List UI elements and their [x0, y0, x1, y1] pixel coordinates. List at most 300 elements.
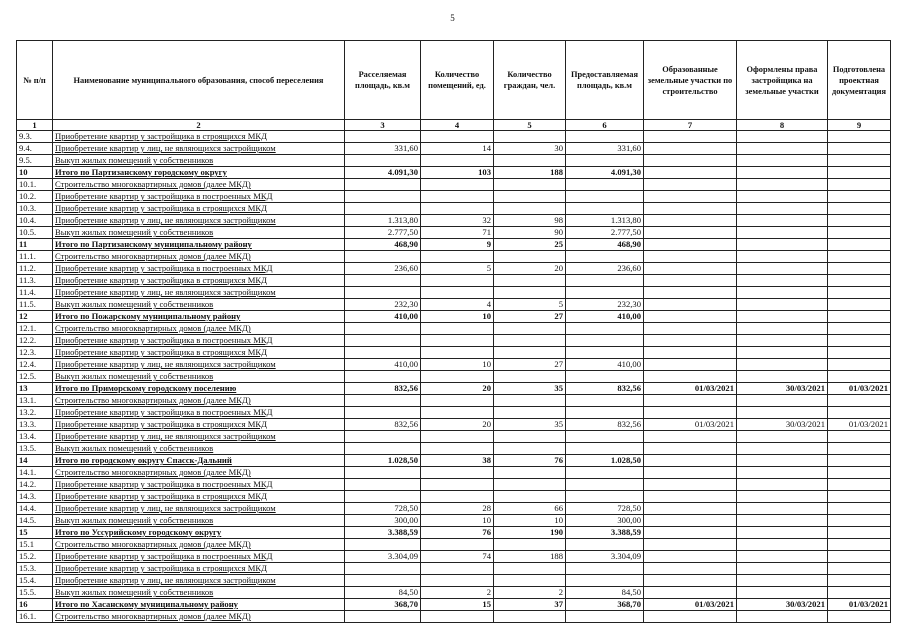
header-cell: Образованные земельные участки по строительство: [644, 41, 737, 120]
rooms-count-cell: [421, 575, 494, 587]
project-docs-date-cell: [828, 167, 891, 179]
provided-area-cell: [566, 539, 644, 551]
row-number-cell: 16: [17, 599, 53, 611]
citizens-count-cell: [494, 251, 566, 263]
rooms-count-cell: [421, 203, 494, 215]
table-row: [17, 371, 891, 383]
rooms-count-cell: 28: [421, 503, 494, 515]
project-docs-date-cell: [828, 203, 891, 215]
project-docs-date-cell: [828, 299, 891, 311]
developer-rights-date-cell: [737, 407, 828, 419]
resettled-area-cell: 331,60: [345, 143, 421, 155]
project-docs-date-cell: [828, 287, 891, 299]
provided-area-cell: 4.091,30: [566, 167, 644, 179]
developer-rights-date-cell: [737, 563, 828, 575]
provided-area-cell: [566, 611, 644, 623]
project-docs-date-cell: [828, 143, 891, 155]
land-plots-date-cell: [644, 359, 737, 371]
row-name-cell: Выкуп жилых помещений у собственников: [53, 227, 345, 239]
resettled-area-cell: [345, 203, 421, 215]
column-number: 5: [494, 120, 566, 131]
row-number-cell: 14.5.: [17, 515, 53, 527]
table-row: [17, 479, 891, 491]
provided-area-cell: 236,60: [566, 263, 644, 275]
rooms-count-cell: 103: [421, 167, 494, 179]
citizens-count-cell: 27: [494, 359, 566, 371]
resettled-area-cell: [345, 491, 421, 503]
land-plots-date-cell: [644, 251, 737, 263]
project-docs-date-cell: [828, 131, 891, 143]
table-body: [17, 120, 891, 623]
row-number-cell: 13.1.: [17, 395, 53, 407]
row-number-cell: 15: [17, 527, 53, 539]
row-name-cell: Приобретение квартир у застройщика в построенных МКД: [53, 479, 345, 491]
citizens-count-cell: [494, 443, 566, 455]
developer-rights-date-cell: [737, 131, 828, 143]
table-row: [17, 587, 891, 599]
resettled-area-cell: [345, 371, 421, 383]
row-name-cell: Приобретение квартир у застройщика в построенных МКД: [53, 335, 345, 347]
table-row: [17, 551, 891, 563]
land-plots-date-cell: [644, 323, 737, 335]
citizens-count-cell: [494, 539, 566, 551]
row-number-cell: 13.3.: [17, 419, 53, 431]
rooms-count-cell: [421, 431, 494, 443]
table-row: [17, 335, 891, 347]
provided-area-cell: [566, 251, 644, 263]
row-number-cell: 11.5.: [17, 299, 53, 311]
project-docs-date-cell: [828, 527, 891, 539]
land-plots-date-cell: [644, 131, 737, 143]
column-number: 1: [17, 120, 53, 131]
developer-rights-date-cell: 30/03/2021: [737, 599, 828, 611]
land-plots-date-cell: [644, 299, 737, 311]
developer-rights-date-cell: [737, 551, 828, 563]
row-name-cell: Приобретение квартир у застройщика в построенных МКД: [53, 407, 345, 419]
row-number-cell: 11.4.: [17, 287, 53, 299]
row-name-cell: Итого по городскому округу Спасск-Дальний: [53, 455, 345, 467]
resettled-area-cell: 232,30: [345, 299, 421, 311]
rooms-count-cell: [421, 191, 494, 203]
provided-area-cell: 1.313,80: [566, 215, 644, 227]
project-docs-date-cell: [828, 323, 891, 335]
column-number: 3: [345, 120, 421, 131]
rooms-count-cell: [421, 371, 494, 383]
row-number-cell: 10.3.: [17, 203, 53, 215]
resettled-area-cell: 1.313,80: [345, 215, 421, 227]
provided-area-cell: [566, 431, 644, 443]
project-docs-date-cell: [828, 311, 891, 323]
provided-area-cell: 832,56: [566, 383, 644, 395]
land-plots-date-cell: [644, 503, 737, 515]
citizens-count-cell: [494, 179, 566, 191]
provided-area-cell: 410,00: [566, 311, 644, 323]
rooms-count-cell: 15: [421, 599, 494, 611]
row-name-cell: Приобретение квартир у застройщика в строящихся МКД: [53, 347, 345, 359]
table-row: [17, 299, 891, 311]
land-plots-date-cell: [644, 551, 737, 563]
land-plots-date-cell: [644, 575, 737, 587]
developer-rights-date-cell: [737, 371, 828, 383]
project-docs-date-cell: [828, 491, 891, 503]
rooms-count-cell: [421, 251, 494, 263]
land-plots-date-cell: [644, 587, 737, 599]
resettled-area-cell: [345, 407, 421, 419]
land-plots-date-cell: [644, 275, 737, 287]
row-number-cell: 10.1.: [17, 179, 53, 191]
provided-area-cell: 1.028,50: [566, 455, 644, 467]
rooms-count-cell: [421, 395, 494, 407]
developer-rights-date-cell: [737, 515, 828, 527]
citizens-count-cell: [494, 371, 566, 383]
table-row: [17, 419, 891, 431]
developer-rights-date-cell: [737, 467, 828, 479]
project-docs-date-cell: [828, 155, 891, 167]
land-plots-date-cell: [644, 191, 737, 203]
developer-rights-date-cell: [737, 323, 828, 335]
row-name-cell: Приобретение квартир у лиц, не являющихся застройщиком: [53, 503, 345, 515]
developer-rights-date-cell: 30/03/2021: [737, 383, 828, 395]
developer-rights-date-cell: [737, 227, 828, 239]
project-docs-date-cell: [828, 395, 891, 407]
total-row: [17, 455, 891, 467]
citizens-count-cell: [494, 347, 566, 359]
table-row: [17, 491, 891, 503]
project-docs-date-cell: 01/03/2021: [828, 599, 891, 611]
resettled-area-cell: [345, 275, 421, 287]
project-docs-date-cell: [828, 191, 891, 203]
table-row: [17, 263, 891, 275]
developer-rights-date-cell: [737, 503, 828, 515]
total-row: [17, 383, 891, 395]
resettled-area-cell: 236,60: [345, 263, 421, 275]
provided-area-cell: 3.304,09: [566, 551, 644, 563]
land-plots-date-cell: [644, 395, 737, 407]
land-plots-date-cell: [644, 203, 737, 215]
developer-rights-date-cell: [737, 443, 828, 455]
rooms-count-cell: [421, 467, 494, 479]
resettled-area-cell: 1.028,50: [345, 455, 421, 467]
citizens-count-cell: 190: [494, 527, 566, 539]
column-number: 8: [737, 120, 828, 131]
row-name-cell: Выкуп жилых помещений у собственников: [53, 587, 345, 599]
row-name-cell: Строительство многоквартирных домов (далее МКД): [53, 179, 345, 191]
provided-area-cell: 331,60: [566, 143, 644, 155]
project-docs-date-cell: [828, 515, 891, 527]
land-plots-date-cell: [644, 431, 737, 443]
table-row: [17, 287, 891, 299]
resettled-area-cell: [345, 563, 421, 575]
developer-rights-date-cell: [737, 611, 828, 623]
rooms-count-cell: [421, 287, 494, 299]
project-docs-date-cell: [828, 263, 891, 275]
land-plots-date-cell: [644, 515, 737, 527]
row-number-cell: 11.1.: [17, 251, 53, 263]
developer-rights-date-cell: [737, 335, 828, 347]
header-cell: Наименование муниципального образования, способ переселения: [53, 41, 345, 120]
developer-rights-date-cell: [737, 215, 828, 227]
row-number-cell: 13.5.: [17, 443, 53, 455]
provided-area-cell: [566, 443, 644, 455]
provided-area-cell: 832,56: [566, 419, 644, 431]
project-docs-date-cell: [828, 347, 891, 359]
resettled-area-cell: 468,90: [345, 239, 421, 251]
project-docs-date-cell: [828, 443, 891, 455]
resettled-area-cell: [345, 131, 421, 143]
row-number-cell: 10.2.: [17, 191, 53, 203]
row-name-cell: Приобретение квартир у лиц, не являющихся застройщиком: [53, 215, 345, 227]
resettled-area-cell: [345, 335, 421, 347]
rooms-count-cell: [421, 275, 494, 287]
rooms-count-cell: 20: [421, 419, 494, 431]
citizens-count-cell: 20: [494, 263, 566, 275]
rooms-count-cell: [421, 131, 494, 143]
land-plots-date-cell: [644, 455, 737, 467]
table-row: [17, 515, 891, 527]
column-number: 4: [421, 120, 494, 131]
citizens-count-cell: [494, 203, 566, 215]
row-name-cell: Строительство многоквартирных домов (далее МКД): [53, 467, 345, 479]
row-number-cell: 15.5.: [17, 587, 53, 599]
rooms-count-cell: [421, 539, 494, 551]
provided-area-cell: [566, 395, 644, 407]
rooms-count-cell: 76: [421, 527, 494, 539]
row-name-cell: Приобретение квартир у застройщика в строящихся МКД: [53, 131, 345, 143]
land-plots-date-cell: [644, 407, 737, 419]
table-row: [17, 275, 891, 287]
provided-area-cell: [566, 335, 644, 347]
rooms-count-cell: 5: [421, 263, 494, 275]
row-number-cell: 11.2.: [17, 263, 53, 275]
land-plots-date-cell: [644, 347, 737, 359]
row-name-cell: Приобретение квартир у застройщика в построенных МКД: [53, 551, 345, 563]
land-plots-date-cell: [644, 143, 737, 155]
provided-area-cell: 232,30: [566, 299, 644, 311]
project-docs-date-cell: [828, 251, 891, 263]
row-number-cell: 10.5.: [17, 227, 53, 239]
citizens-count-cell: 35: [494, 383, 566, 395]
developer-rights-date-cell: [737, 527, 828, 539]
developer-rights-date-cell: [737, 395, 828, 407]
citizens-count-cell: 188: [494, 551, 566, 563]
land-plots-date-cell: [644, 443, 737, 455]
resettled-area-cell: [345, 611, 421, 623]
row-number-cell: 15.1: [17, 539, 53, 551]
provided-area-cell: [566, 191, 644, 203]
table-row: [17, 467, 891, 479]
total-row: [17, 167, 891, 179]
resettled-area-cell: 3.388,59: [345, 527, 421, 539]
row-name-cell: Приобретение квартир у застройщика в строящихся МКД: [53, 563, 345, 575]
rooms-count-cell: 14: [421, 143, 494, 155]
land-plots-date-cell: [644, 167, 737, 179]
citizens-count-cell: [494, 275, 566, 287]
table-row: [17, 503, 891, 515]
row-number-cell: 14: [17, 455, 53, 467]
table-row: [17, 431, 891, 443]
developer-rights-date-cell: [737, 455, 828, 467]
project-docs-date-cell: [828, 275, 891, 287]
header-cell: Расселяемая площадь, кв.м: [345, 41, 421, 120]
land-plots-date-cell: [644, 239, 737, 251]
provided-area-cell: [566, 407, 644, 419]
citizens-count-cell: 66: [494, 503, 566, 515]
row-name-cell: Выкуп жилых помещений у собственников: [53, 443, 345, 455]
resettled-area-cell: 410,00: [345, 359, 421, 371]
citizens-count-cell: 76: [494, 455, 566, 467]
rooms-count-cell: 4: [421, 299, 494, 311]
rooms-count-cell: [421, 323, 494, 335]
row-name-cell: Итого по Партизанскому городскому округу: [53, 167, 345, 179]
land-plots-date-cell: [644, 263, 737, 275]
project-docs-date-cell: [828, 371, 891, 383]
row-name-cell: Строительство многоквартирных домов (далее МКД): [53, 539, 345, 551]
row-number-cell: 12.5.: [17, 371, 53, 383]
citizens-count-cell: 27: [494, 311, 566, 323]
rooms-count-cell: 32: [421, 215, 494, 227]
table-row: [17, 251, 891, 263]
project-docs-date-cell: [828, 467, 891, 479]
resettled-area-cell: [345, 347, 421, 359]
citizens-count-cell: [494, 131, 566, 143]
row-name-cell: Итого по Хасанскому муниципальному району: [53, 599, 345, 611]
provided-area-cell: [566, 323, 644, 335]
provided-area-cell: 368,70: [566, 599, 644, 611]
developer-rights-date-cell: [737, 155, 828, 167]
project-docs-date-cell: [828, 179, 891, 191]
row-number-cell: 12.1.: [17, 323, 53, 335]
land-plots-date-cell: [644, 371, 737, 383]
citizens-count-cell: [494, 611, 566, 623]
developer-rights-date-cell: 30/03/2021: [737, 419, 828, 431]
row-name-cell: Выкуп жилых помещений у собственников: [53, 371, 345, 383]
citizens-count-cell: 35: [494, 419, 566, 431]
row-number-cell: 10.4.: [17, 215, 53, 227]
table-row: [17, 575, 891, 587]
resettled-area-cell: [345, 155, 421, 167]
rooms-count-cell: [421, 491, 494, 503]
citizens-count-cell: 10: [494, 515, 566, 527]
developer-rights-date-cell: [737, 287, 828, 299]
table-row: [17, 407, 891, 419]
citizens-count-cell: [494, 575, 566, 587]
project-docs-date-cell: [828, 587, 891, 599]
land-plots-date-cell: [644, 527, 737, 539]
provided-area-cell: 3.388,59: [566, 527, 644, 539]
developer-rights-date-cell: [737, 587, 828, 599]
resettled-area-cell: 3.304,09: [345, 551, 421, 563]
resettled-area-cell: 2.777,50: [345, 227, 421, 239]
rooms-count-cell: [421, 335, 494, 347]
rooms-count-cell: 20: [421, 383, 494, 395]
resettled-area-cell: 728,50: [345, 503, 421, 515]
table-row: [17, 359, 891, 371]
row-number-cell: 12: [17, 311, 53, 323]
resettled-area-cell: 410,00: [345, 311, 421, 323]
table-row: [17, 611, 891, 623]
rooms-count-cell: 10: [421, 311, 494, 323]
land-plots-date-cell: [644, 479, 737, 491]
header-cell: № п/п: [17, 41, 53, 120]
citizens-count-cell: 90: [494, 227, 566, 239]
land-plots-date-cell: [644, 539, 737, 551]
rooms-count-cell: [421, 155, 494, 167]
row-number-cell: 12.3.: [17, 347, 53, 359]
header-cell: Предоставляемая площадь, кв.м: [566, 41, 644, 120]
page-number: 5: [450, 13, 455, 23]
table-row: [17, 215, 891, 227]
provided-area-cell: [566, 575, 644, 587]
citizens-count-cell: 188: [494, 167, 566, 179]
citizens-count-cell: [494, 491, 566, 503]
total-row: [17, 599, 891, 611]
row-number-cell: 13: [17, 383, 53, 395]
land-plots-date-cell: [644, 287, 737, 299]
provided-area-cell: [566, 179, 644, 191]
provided-area-cell: 300,00: [566, 515, 644, 527]
row-name-cell: Выкуп жилых помещений у собственников: [53, 155, 345, 167]
row-number-cell: 9.5.: [17, 155, 53, 167]
row-number-cell: 11: [17, 239, 53, 251]
developer-rights-date-cell: [737, 179, 828, 191]
rooms-count-cell: 10: [421, 515, 494, 527]
row-number-cell: 15.4.: [17, 575, 53, 587]
table-row: [17, 443, 891, 455]
land-plots-date-cell: 01/03/2021: [644, 383, 737, 395]
developer-rights-date-cell: [737, 191, 828, 203]
developer-rights-date-cell: [737, 251, 828, 263]
total-row: [17, 239, 891, 251]
project-docs-date-cell: 01/03/2021: [828, 383, 891, 395]
rooms-count-cell: [421, 347, 494, 359]
citizens-count-cell: 2: [494, 587, 566, 599]
resettled-area-cell: [345, 539, 421, 551]
table-row: [17, 227, 891, 239]
row-number-cell: 15.2.: [17, 551, 53, 563]
rooms-count-cell: 74: [421, 551, 494, 563]
header-cell: Оформлены права застройщика на земельные участки: [737, 41, 828, 120]
row-number-cell: 12.4.: [17, 359, 53, 371]
resettled-area-cell: [345, 323, 421, 335]
row-number-cell: 14.3.: [17, 491, 53, 503]
developer-rights-date-cell: [737, 311, 828, 323]
row-name-cell: Выкуп жилых помещений у собственников: [53, 515, 345, 527]
provided-area-cell: 410,00: [566, 359, 644, 371]
resettled-area-cell: 832,56: [345, 383, 421, 395]
table-row: [17, 539, 891, 551]
citizens-count-cell: 5: [494, 299, 566, 311]
resettled-area-cell: 4.091,30: [345, 167, 421, 179]
project-docs-date-cell: [828, 539, 891, 551]
developer-rights-date-cell: [737, 575, 828, 587]
row-name-cell: Строительство многоквартирных домов (далее МКД): [53, 395, 345, 407]
provided-area-cell: 728,50: [566, 503, 644, 515]
provided-area-cell: [566, 155, 644, 167]
row-name-cell: Приобретение квартир у застройщика в построенных МКД: [53, 263, 345, 275]
row-number-cell: 14.1.: [17, 467, 53, 479]
developer-rights-date-cell: [737, 539, 828, 551]
resettled-area-cell: [345, 575, 421, 587]
row-name-cell: Приобретение квартир у лиц, не являющихся застройщиком: [53, 287, 345, 299]
row-number-cell: 9.4.: [17, 143, 53, 155]
developer-rights-date-cell: [737, 239, 828, 251]
project-docs-date-cell: [828, 611, 891, 623]
developer-rights-date-cell: [737, 479, 828, 491]
row-name-cell: Итого по Уссурийскому городскому округу: [53, 527, 345, 539]
row-name-cell: Строительство многоквартирных домов (далее МКД): [53, 323, 345, 335]
row-name-cell: Приобретение квартир у лиц, не являющихся застройщиком: [53, 143, 345, 155]
resettled-area-cell: 368,70: [345, 599, 421, 611]
